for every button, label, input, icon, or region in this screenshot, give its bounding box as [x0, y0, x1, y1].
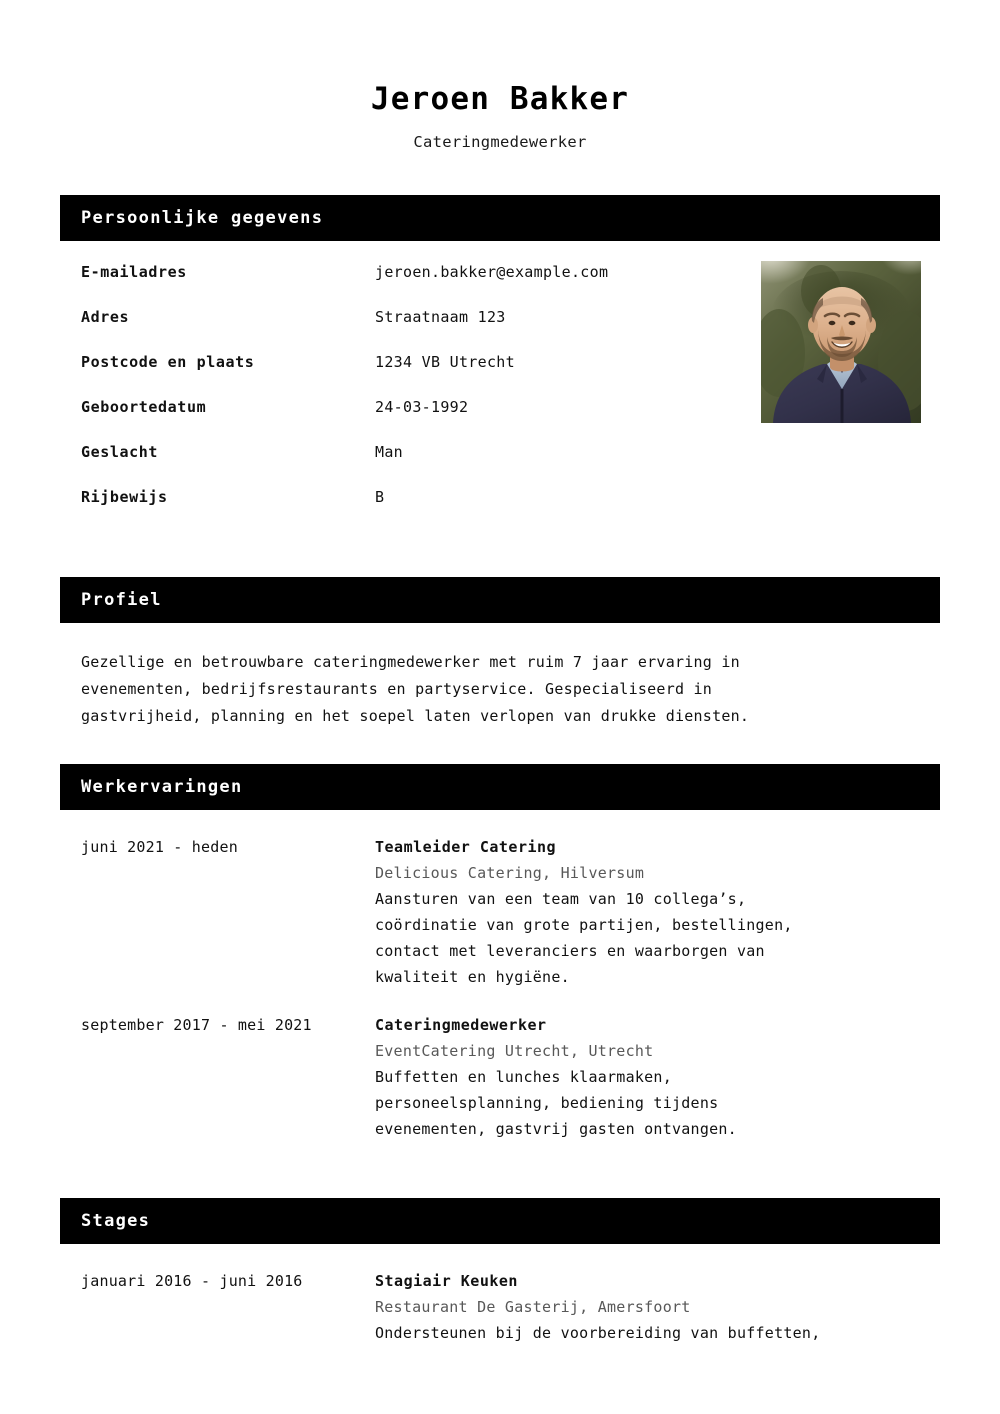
field-label-email: E-mailadres: [81, 263, 187, 282]
field-value-email: jeroen.bakker@example.com: [375, 263, 609, 282]
field-label-address: Adres: [81, 308, 130, 327]
internship-entries: [60, 1268, 940, 1346]
table-row: [60, 488, 940, 533]
spacer: [0, 1164, 1000, 1198]
entry-role-title: Cateringmedewerker: [375, 1016, 547, 1035]
entry-description-line: Buffetten en lunches klaarmaken,: [375, 1068, 672, 1087]
field-value-gender: Man: [375, 443, 403, 462]
spacer: [0, 730, 1000, 764]
field-value-postcode-city: 1234 VB Utrecht: [375, 353, 515, 372]
entry-description-line: coördinatie van grote partijen, bestellingen,: [375, 916, 793, 935]
avatar: [761, 261, 921, 423]
entry-period: september 2017 - mei 2021: [81, 1016, 312, 1035]
field-label-postcode-city: Postcode en plaats: [81, 353, 255, 372]
entry-role-title: Teamleider Catering: [375, 838, 557, 857]
entry-description-line: contact met leveranciers en waarborgen van: [375, 942, 765, 961]
field-label-gender: Geslacht: [81, 443, 159, 462]
section-title-profile: Profiel: [81, 590, 162, 611]
section-title-work-experience: Werkervaringen: [81, 777, 243, 798]
page-title: Jeroen Bakker: [370, 81, 630, 117]
entry-period: juni 2021 - heden: [81, 838, 238, 857]
table-row: [60, 443, 940, 488]
entry-description-line: kwaliteit en hygiëne.: [375, 968, 570, 987]
section-profile: [60, 577, 940, 730]
list-item: [60, 834, 940, 990]
profile-text-line: evenementen, bedrijfsrestaurants en partyservice. Gespecialiseerd in: [81, 680, 713, 699]
field-value-driving-licence: B: [375, 488, 385, 507]
entry-organisation: EventCatering Utrecht, Utrecht: [375, 1042, 654, 1061]
profile-body: [60, 649, 940, 730]
portrait-photo-icon: [761, 261, 921, 423]
entry-description-line: Ondersteunen bij de voorbereiding van buffetten,: [375, 1324, 821, 1343]
section-work-experience: [60, 764, 940, 1142]
entry-body: [375, 1268, 940, 1346]
section-personal-details: [60, 195, 940, 533]
entry-description-line: Aansturen van een team van 10 collega’s,: [375, 890, 747, 909]
personal-details-body: [60, 263, 940, 533]
work-experience-entries: [60, 834, 940, 1142]
entry-description-line: evenementen, gastvrij gasten ontvangen.: [375, 1120, 737, 1139]
spacer: [0, 533, 1000, 577]
entry-description-line: personeelsplanning, bediening tijdens: [375, 1094, 719, 1113]
profile-text-line: gastvrijheid, planning en het soepel laten verlopen van drukke diensten.: [81, 707, 750, 726]
list-item: [60, 1268, 940, 1346]
spacer: [0, 151, 1000, 195]
field-value-birthdate: 24-03-1992: [375, 398, 469, 417]
entry-role-title: Stagiair Keuken: [375, 1272, 518, 1291]
section-header-profile: [60, 577, 940, 623]
entry-organisation: Restaurant De Gasterij, Amersfoort: [375, 1298, 691, 1317]
section-header-personal: [60, 195, 940, 241]
entry-organisation: Delicious Catering, Hilversum: [375, 864, 645, 883]
entry-period: januari 2016 - juni 2016: [81, 1272, 303, 1291]
cv-header: [0, 0, 1000, 151]
section-internships: [60, 1198, 940, 1346]
job-title-subtitle: Cateringmedewerker: [413, 133, 587, 152]
section-title-personal: Persoonlijke gegevens: [81, 208, 324, 229]
section-title-internships: Stages: [81, 1211, 151, 1232]
section-header-work-experience: [60, 764, 940, 810]
field-label-birthdate: Geboortedatum: [81, 398, 207, 417]
section-header-internships: [60, 1198, 940, 1244]
entry-body: [375, 834, 940, 990]
list-item: [60, 1012, 940, 1142]
profile-text-line: Gezellige en betrouwbare cateringmedewerker met ruim 7 jaar ervaring in: [81, 653, 740, 672]
entry-body: [375, 1012, 940, 1142]
field-label-driving-licence: Rijbewijs: [81, 488, 168, 507]
field-value-address: Straatnaam 123: [375, 308, 506, 327]
